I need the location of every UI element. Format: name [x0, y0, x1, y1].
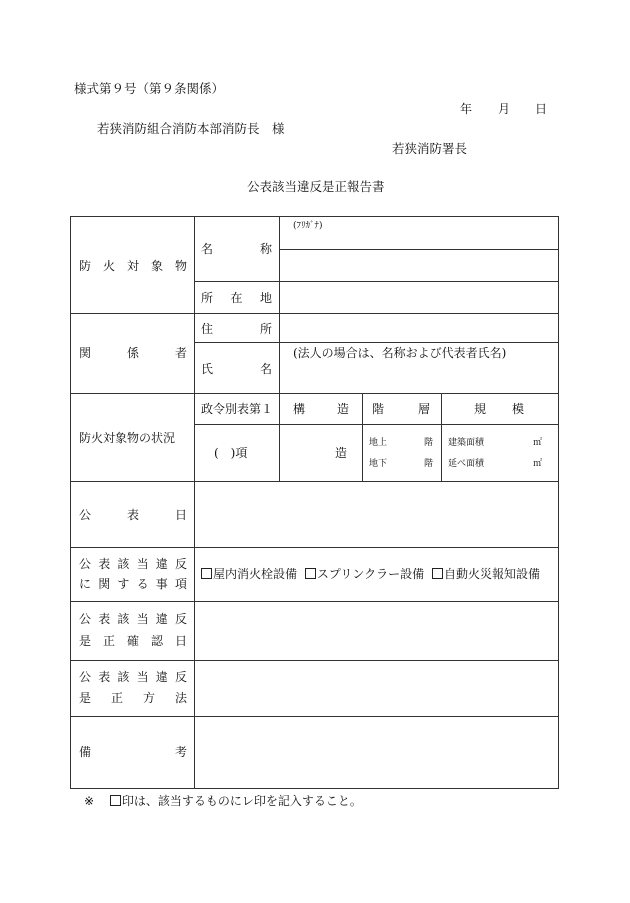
checkbox-fire-alarm[interactable]	[432, 568, 443, 579]
furigana-label: (ﾌﾘｶﾞﾅ)	[293, 221, 323, 231]
related-address-field[interactable]	[280, 314, 558, 342]
below-ground-label: 地下	[369, 459, 388, 469]
sender: 若狭消防署長	[392, 141, 468, 156]
footnote-mark: ※	[84, 794, 95, 808]
checkbox-sprinkler[interactable]	[305, 568, 316, 579]
building-area-label: 建築面積	[448, 438, 485, 448]
correction-method-label-line1: 公 表 該 当 違 反	[79, 670, 187, 684]
name-label: 名 称	[201, 242, 272, 256]
floor-unit-above: 階	[424, 438, 434, 448]
remarks-label: 備 考	[79, 745, 187, 759]
related-address-label: 住 所	[201, 322, 272, 336]
date-day-label: 日	[535, 102, 548, 116]
address-label: 所 在 地	[201, 291, 272, 305]
correction-method-label-line2: 是 正 方 法	[79, 691, 187, 705]
structure-label: 構 造	[293, 402, 349, 416]
status-label: 防火対象物の状況	[79, 431, 176, 445]
checkbox-indoor-hydrant[interactable]	[201, 568, 212, 579]
footnote-checkbox-icon	[110, 795, 121, 806]
sprinkler-option[interactable]: スプリンクラー設備	[305, 567, 424, 581]
related-party-label: 関 係 者	[79, 346, 187, 360]
remarks-field[interactable]	[195, 717, 558, 787]
footnote-text: 印は、該当するものにレ印を記入すること。	[121, 794, 362, 808]
violation-matters-label-line1: 公 表 該 当 違 反	[79, 557, 187, 571]
footnote	[84, 795, 362, 807]
floor-unit-below: 階	[424, 459, 434, 469]
fire-alarm-option[interactable]: 自動火災報知設備	[432, 567, 540, 581]
area-unit-building: ㎡	[533, 438, 543, 448]
addressee: 若狭消防組合消防本部消防長 様	[97, 121, 285, 136]
ordinance-label: 政令別表第１	[201, 402, 274, 416]
fire-target-label: 防 火 対 象 物	[79, 259, 187, 273]
document-title: 公表該当違反是正報告書	[247, 179, 385, 194]
scale-label: 規 模	[474, 402, 524, 416]
violation-options	[201, 568, 540, 580]
date-month-label: 月	[498, 102, 511, 116]
correction-date-label-line1: 公 表 該 当 違 反	[79, 612, 187, 626]
related-name-label: 氏 名	[201, 362, 272, 376]
above-ground-label: 地上	[369, 438, 388, 448]
violation-matters-label-line2: に 関 す る 事 項	[79, 577, 187, 591]
floors-label: 階 層	[372, 402, 430, 416]
fire-target-name-field[interactable]	[280, 250, 558, 280]
correction-date-label-line2: 是 正 確 認 日	[79, 634, 187, 648]
correction-date-field[interactable]	[195, 602, 558, 659]
structure-suffix: 造	[335, 446, 348, 460]
total-floor-area-label: 延べ面積	[448, 459, 485, 469]
publication-date-field[interactable]	[195, 482, 558, 546]
area-unit-total: ㎡	[533, 459, 543, 469]
date-year-label: 年	[460, 102, 473, 116]
indoor-hydrant-option[interactable]: 屋内消火栓設備	[201, 567, 297, 581]
fire-target-address-field[interactable]	[280, 282, 558, 312]
item-number-field[interactable]: ( )項	[214, 446, 248, 460]
publication-date-label: 公 表 日	[79, 508, 187, 522]
correction-method-field[interactable]	[195, 661, 558, 715]
related-name-note: (法人の場合は、名称および代表者氏名)	[293, 346, 507, 360]
fire-target-label-char: 防	[79, 259, 92, 273]
form-number: 様式第９号（第９条関係）	[74, 81, 225, 96]
